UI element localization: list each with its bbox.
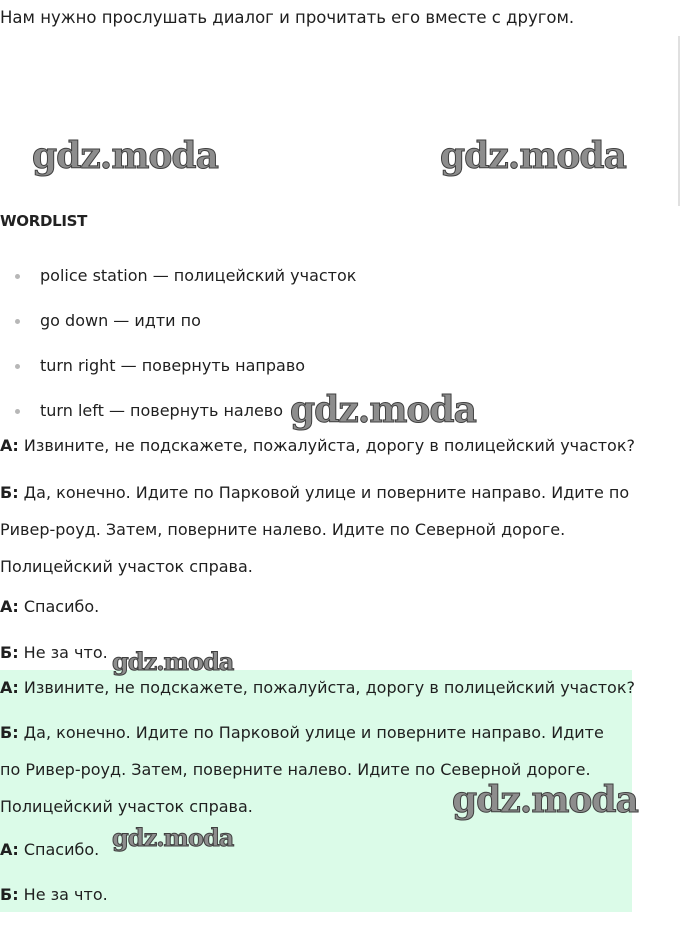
watermark-logo: gdz.moda <box>440 135 626 177</box>
watermark-logo: gdz.moda <box>452 779 638 821</box>
wordlist-item-text: go down — идти по <box>40 311 201 330</box>
wordlist-item-text: turn left — повернуть налево <box>40 401 284 420</box>
bullet-icon <box>15 364 20 369</box>
wordlist-item-text: police station — полицейский участок <box>40 266 357 285</box>
dialog-line <box>0 840 99 860</box>
wordlist-heading: WORDLIST <box>0 212 88 230</box>
dialog-text: Спасибо. <box>18 597 100 616</box>
dialog-text: Да, конечно. Идите по Парковой улице и поверните направо. Идите по Ривер-роуд. Затем, поверните налево. Идите по Северной дороге. Полицейский участок справа. <box>0 723 604 816</box>
dialog-line <box>0 474 676 585</box>
dialog-text: Извините, не подскажете, пожалуйста, дорогу в полицейский участок? <box>18 678 635 697</box>
speaker-label: Б: <box>0 723 19 742</box>
intro-text: Нам нужно прослушать диалог и прочитать его вместе с другом. <box>0 8 575 27</box>
watermark-logo: gdz.moda <box>32 135 218 177</box>
dialog-text: Не за что. <box>18 885 108 904</box>
watermark-logo: gdz.moda <box>112 647 234 676</box>
speaker-label: А: <box>0 597 19 616</box>
speaker-label: Б: <box>0 643 19 662</box>
bullet-icon <box>15 274 20 279</box>
bullet-icon <box>15 409 20 414</box>
dialog-text: Извините, не подскажете, пожалуйста, дорогу в полицейский участок? <box>18 436 635 455</box>
watermark-logo: gdz.moda <box>290 389 476 431</box>
dialog-line <box>0 597 99 617</box>
dialog-line <box>0 643 108 663</box>
dialog-text: Спасибо. <box>18 840 100 859</box>
bullet-icon <box>15 319 20 324</box>
dialog-line <box>0 436 635 456</box>
dialog-line <box>0 678 635 698</box>
speaker-label: А: <box>0 436 19 455</box>
speaker-label: А: <box>0 840 19 859</box>
speaker-label: Б: <box>0 885 19 904</box>
dialog-text: Не за что. <box>18 643 108 662</box>
speaker-label: Б: <box>0 483 19 502</box>
watermark-logo: gdz.moda <box>112 823 234 852</box>
dialog-line <box>0 885 108 905</box>
wordlist-item-text: turn right — повернуть направо <box>40 356 306 375</box>
speaker-label: А: <box>0 678 19 697</box>
dialog-text: Да, конечно. Идите по Парковой улице и поверните направо. Идите по Ривер-роуд. Затем, поверните налево. Идите по Северной дороге. Полицейский участок справа. <box>0 483 630 576</box>
